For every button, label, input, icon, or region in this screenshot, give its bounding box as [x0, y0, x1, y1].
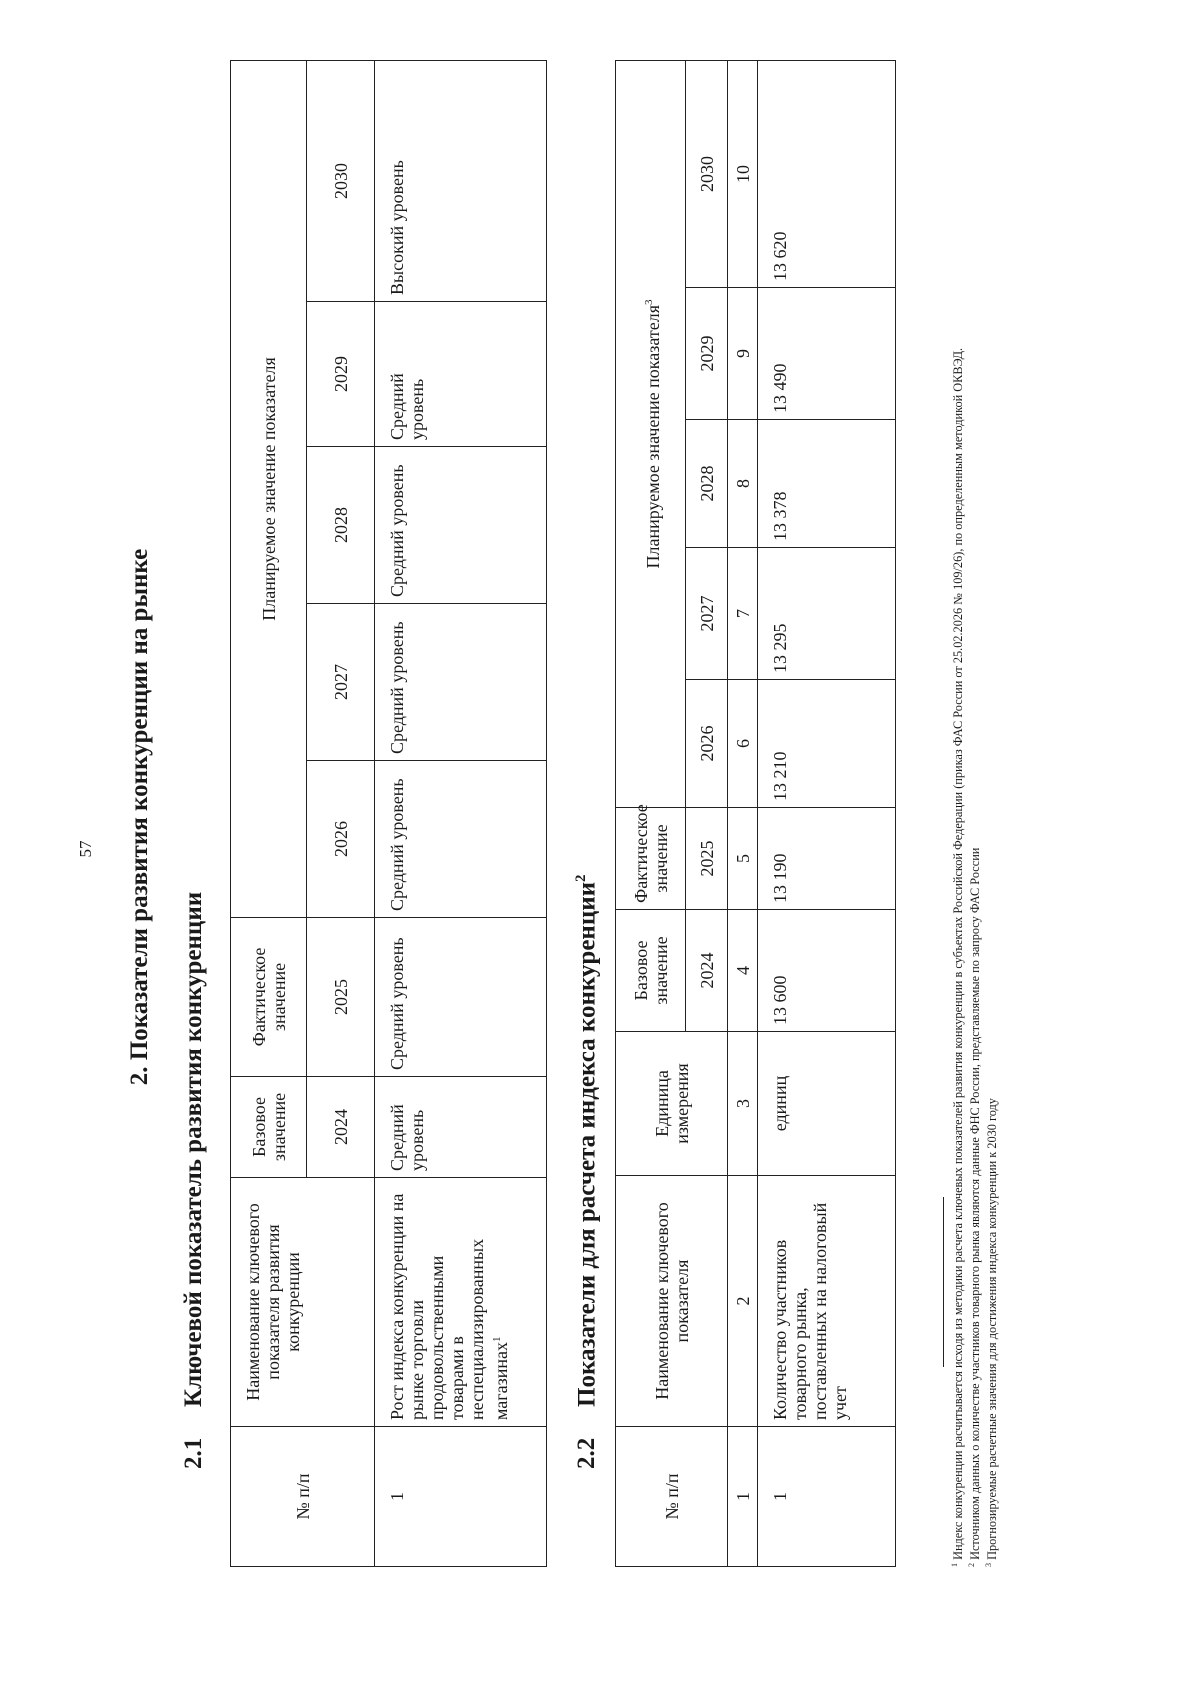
- footnote-text: Индекс конкуренции расчитывается исходя из методики расчета ключевых показателей развития конкуренции в субъектах Российской Федерации (приказ ФАС России от 25.02.2026 № 109/26), по определенным методикой ОКВЭД.: [951, 347, 966, 1560]
- footnote-mark: 2: [573, 874, 589, 882]
- footnote-3: [982, 87, 999, 1567]
- subsection-title: Ключевой показатель развития конкуренции: [180, 891, 207, 1407]
- column-number: 9: [728, 288, 758, 420]
- year-cell: 2026: [686, 680, 728, 808]
- footnote-mark: 2: [967, 1563, 977, 1567]
- indicator-name-cell: [375, 1178, 547, 1427]
- header-actual-value: Фактическое значение: [231, 918, 307, 1077]
- header-planned-value: Планируемое значение показателя: [231, 60, 307, 917]
- column-number: 5: [728, 808, 758, 910]
- value-cell: Средний уровень: [375, 1077, 547, 1178]
- subsection-number: 2.1: [180, 1437, 207, 1469]
- subsection-title: Показатели для расчета индекса конкуренции: [573, 881, 601, 1407]
- header-planned-value: [616, 60, 686, 807]
- year-cell: 2024: [307, 1077, 375, 1178]
- indicator-name: Количество участников товарного рынка, поставленных на налоговый учет: [758, 1176, 896, 1427]
- year-cell: 2028: [686, 420, 728, 548]
- indicator-name: Рост индекса конкуренции на рынке торговли продовольственными товарами в неспециализированных магазинах: [387, 1193, 511, 1420]
- year-cell: 2025: [686, 808, 728, 910]
- footnotes: [948, 87, 999, 1567]
- header-base-value: Базовое значение: [616, 910, 686, 1032]
- value-cell: Средний уровень: [375, 302, 547, 447]
- year-cell: 2025: [307, 918, 375, 1077]
- column-number: 2: [728, 1176, 758, 1427]
- value-cell: 13 620: [758, 60, 896, 287]
- row-number: 1: [375, 1427, 547, 1567]
- year-cell: 2027: [307, 604, 375, 761]
- section-title: 2. Показатели развития конкуренции на рынке: [126, 548, 153, 1086]
- year-cell: 2029: [686, 288, 728, 420]
- row-number: 1: [758, 1427, 896, 1567]
- column-number: 10: [728, 60, 758, 287]
- competition-index-table: [615, 60, 896, 1567]
- year-cell: 2030: [307, 60, 375, 301]
- value-cell: 13 490: [758, 288, 896, 420]
- year-cell: 2027: [686, 548, 728, 680]
- year-cell: 2029: [307, 302, 375, 447]
- header-planned-label: Планируемое значение показателя: [642, 304, 663, 569]
- header-indicator-name: Наименование ключевого показателя развития конкуренции: [231, 1178, 375, 1427]
- value-cell: 13 378: [758, 420, 896, 548]
- key-indicator-table: [230, 60, 547, 1567]
- value-cell: 13 600: [758, 910, 896, 1032]
- value-cell: Средний уровень: [375, 761, 547, 918]
- year-cell: 2024: [686, 910, 728, 1032]
- footnote-mark: 1: [950, 1563, 959, 1567]
- unit-cell: единиц: [758, 1032, 896, 1176]
- year-cell: 2026: [307, 761, 375, 918]
- footnote-mark: 1: [491, 1336, 503, 1342]
- header-actual-value: Фактическое значение: [616, 808, 686, 910]
- column-number: 6: [728, 680, 758, 808]
- value-cell: Высокий уровень: [375, 60, 547, 301]
- year-cell: 2030: [686, 60, 728, 287]
- value-cell: 13 210: [758, 680, 896, 808]
- header-base-value: Базовое значение: [231, 1077, 307, 1178]
- footnote-text: Прогнозируемые расчетные значения для достижения индекса конкуренции к 2030 году: [985, 1098, 1000, 1560]
- footnote-text: Источником данных о количестве участников товарного рынка являются данные ФНС России, представляемые по запросу ФАС России: [968, 847, 983, 1560]
- footnote-2: [965, 87, 982, 1567]
- page-number: 57: [76, 840, 95, 858]
- column-number: 3: [728, 1032, 758, 1176]
- column-number: 1: [728, 1427, 758, 1567]
- value-cell: Средний уровень: [375, 447, 547, 604]
- year-cell: 2028: [307, 447, 375, 604]
- subsection-number: 2.2: [573, 1437, 601, 1469]
- footnote-separator: [943, 1197, 944, 1367]
- column-number: 8: [728, 420, 758, 548]
- header-unit: Единица измерения: [616, 1032, 728, 1176]
- footnote-mark: 3: [984, 1563, 994, 1567]
- header-number: № п/п: [616, 1427, 728, 1567]
- value-cell: 13 190: [758, 808, 896, 910]
- value-cell: 13 295: [758, 548, 896, 680]
- value-cell: Средний уровень: [375, 918, 547, 1077]
- column-number: 7: [728, 548, 758, 680]
- subsection-heading-2-1: [180, 892, 208, 1469]
- header-number: № п/п: [231, 1427, 375, 1567]
- footnote-mark: 3: [642, 299, 655, 305]
- header-indicator-name: Наименование ключевого показателя: [616, 1176, 728, 1427]
- column-number: 4: [728, 910, 758, 1032]
- footnote-1: [948, 87, 965, 1567]
- value-cell: Средний уровень: [375, 604, 547, 761]
- subsection-heading-2-2: [573, 874, 601, 1469]
